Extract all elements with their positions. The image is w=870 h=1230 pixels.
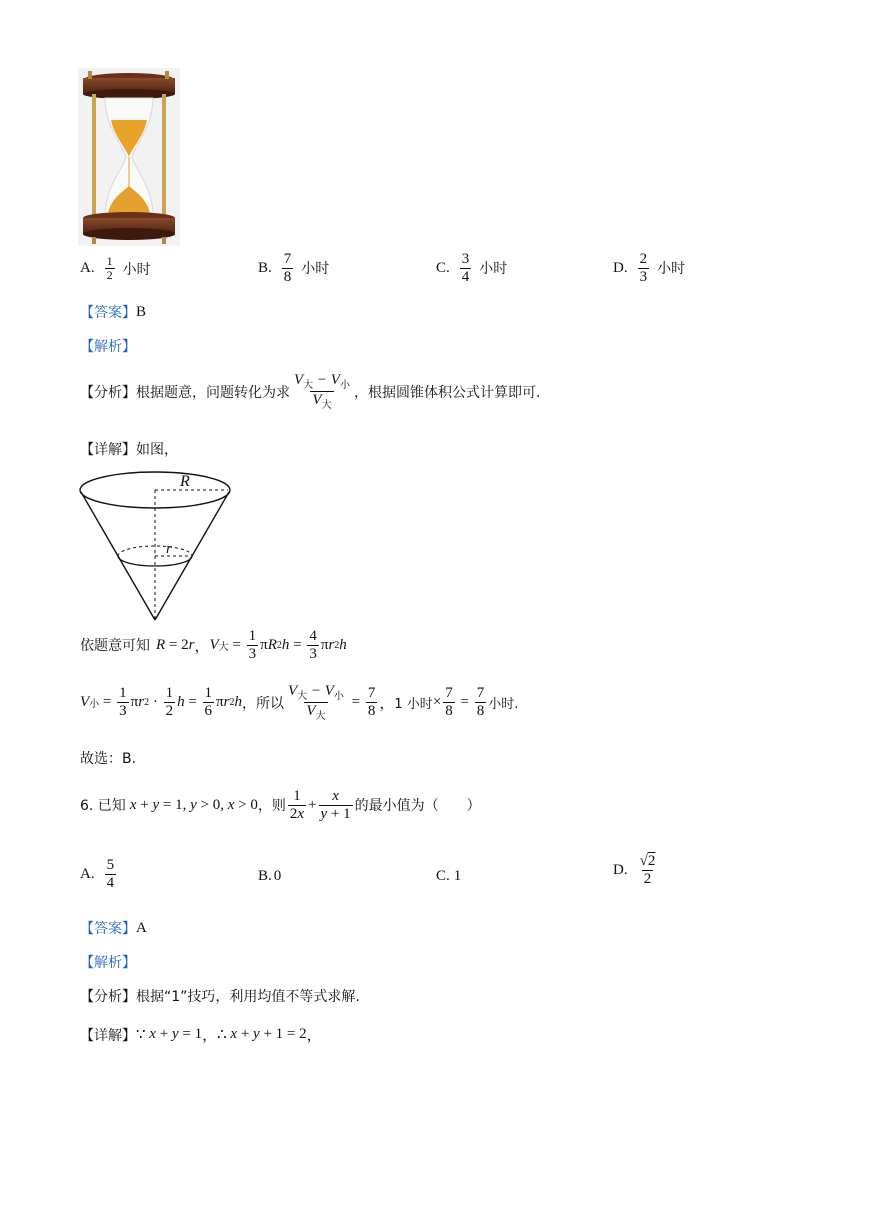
q6-option-c[interactable]: C. 1 bbox=[436, 868, 462, 884]
q6-option-b[interactable]: B. 0 bbox=[258, 868, 282, 884]
step1-line: 依题意可知 R = 2 r ， V 大 = $\frac{1}{3}$ π R 2 h = $\frac{4}{3}$ π r 2 h bbox=[80, 628, 347, 662]
q6-xiangjie-line: 【详解】 ∵ x + y = 1 ， ∴ x + y + 1 = 2 ， bbox=[80, 1026, 322, 1044]
fenxi-post: ，根据圆锥体积公式计算即可. bbox=[353, 384, 541, 401]
answer-value: B bbox=[136, 303, 147, 320]
option-d[interactable]: D. $\frac{2}{3}$ 小时 bbox=[613, 251, 686, 285]
q6-answer-line: 【答案】 A bbox=[80, 919, 147, 937]
q6-option-a[interactable]: A. $\frac{5}{4}$ bbox=[80, 857, 115, 891]
option-b[interactable]: B. $\frac{7}{8}$ 小时 bbox=[258, 251, 330, 285]
fenxi-pre: 根据题意，问题转化为求 bbox=[136, 384, 290, 401]
cone-label-r: r bbox=[166, 541, 172, 557]
step2-line: V 小 = $\frac{1}{3}$ π r 2 · $\frac{1}{2}$ h = $\frac{1}{6}$ π r 2 h ，所以 $\frac{V_大 - V_小}{V_大}$ = $\frac{7}{8}$ ， 1 小时 × $\frac{7}{8}$ = $\frac{7}{8}$ 小时. bbox=[80, 683, 519, 722]
option-label: A. bbox=[80, 260, 95, 277]
analysis-line bbox=[80, 336, 136, 356]
fenxi-line bbox=[80, 372, 540, 412]
option-label: C. bbox=[436, 259, 450, 276]
q6-option-d[interactable]: D. $\frac{√2}{2}$ bbox=[613, 853, 656, 887]
answer-line bbox=[80, 302, 146, 322]
option-label: B. bbox=[258, 259, 272, 276]
xiangjie-tag: 【详解】 bbox=[80, 442, 136, 458]
fenxi-tag: 【分析】 bbox=[80, 384, 136, 401]
option-a[interactable]: A. $\frac{1}{2}$ 小时 bbox=[80, 254, 151, 283]
option-c[interactable]: C. $\frac{3}{4}$ 小时 bbox=[436, 251, 508, 285]
hourglass-image bbox=[78, 68, 180, 246]
q6-stem: 6. 已知 x + y = 1, y > 0, x > 0 ，则 $\frac{1}{2x}$ + $\frac{x}{y + 1}$ 的最小值为（ ） bbox=[80, 788, 481, 822]
q6-fenxi-line: 【分析】 根据“1”技巧，利用均值不等式求解. bbox=[80, 989, 360, 1005]
cone-label-R: R bbox=[180, 473, 190, 490]
choose-line: 故选：B. bbox=[80, 751, 137, 767]
q6-analysis-line: 【解析】 bbox=[80, 955, 136, 971]
option-label: D. bbox=[613, 259, 628, 276]
cone-diagram bbox=[78, 468, 238, 624]
answer-tag: 【答案】 bbox=[80, 305, 136, 321]
analysis-tag: 【解析】 bbox=[80, 339, 136, 355]
xiangjie-text: 如图， bbox=[136, 442, 178, 458]
volume-ratio: $\frac{V_大 - V_小}{V_大}$ bbox=[294, 372, 350, 411]
xiangjie-line bbox=[80, 439, 178, 459]
